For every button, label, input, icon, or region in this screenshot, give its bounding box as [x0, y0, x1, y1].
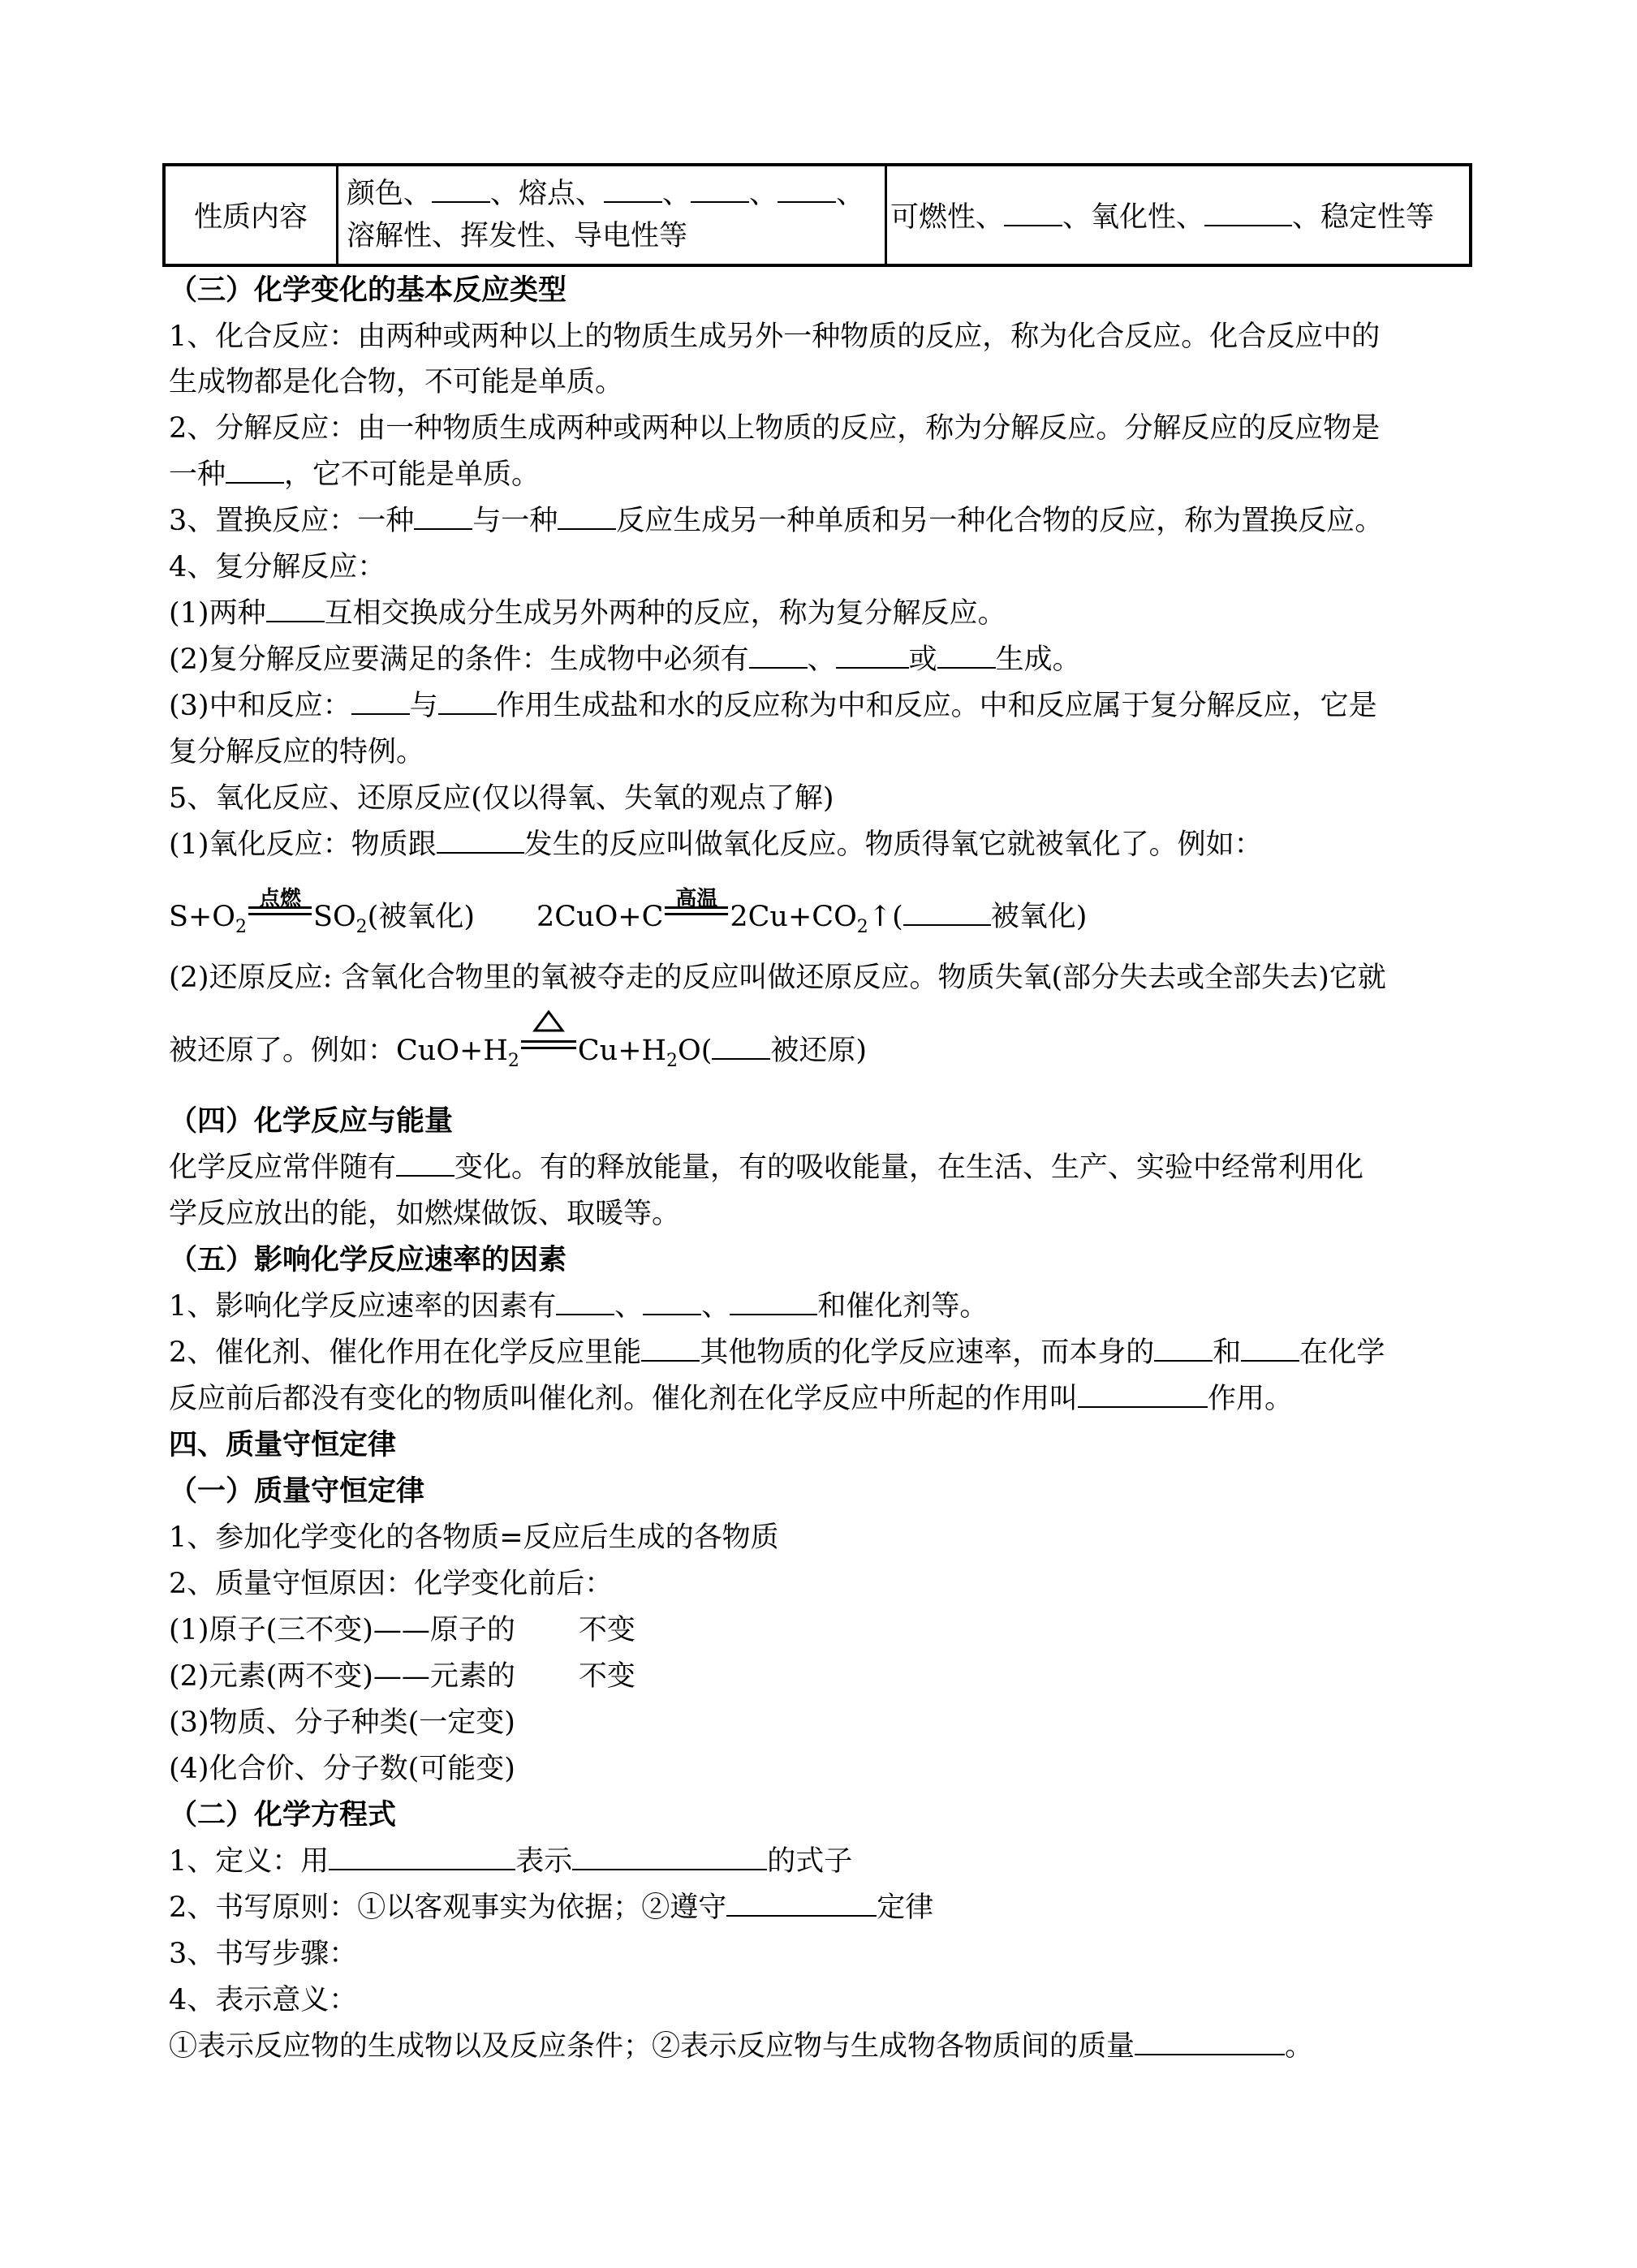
paragraph-line [169, 1332, 1385, 1373]
text-segment: 反应前后都没有变化的物质叫催化剂。催化剂在化学反应中所起的作用叫 [169, 1383, 1079, 1415]
equation-line [169, 887, 1088, 937]
condition-label: 高温 [675, 887, 718, 911]
paragraph-line [169, 824, 1263, 865]
text-segment: 1、影响化学反应速率的因素有 [169, 1290, 557, 1323]
fill-blank[interactable] [726, 1891, 877, 1917]
text-segment: ，它不可能是单质。 [284, 458, 541, 491]
paragraph-line [169, 1841, 852, 1882]
paragraph-line: 复分解反应的特例。 [169, 736, 425, 768]
reaction-condition-ignite [247, 887, 313, 926]
paragraph-line: 2、分解反应：由一种物质生成两种或两种以上物质的反应，称为分解反应。分解反应的反应物是 [169, 412, 1381, 445]
fill-blank[interactable] [691, 177, 749, 203]
text-segment: 发生的反应叫做氧化反应。物质得氧它就被氧化了。例如： [523, 828, 1263, 861]
fill-blank[interactable] [437, 828, 524, 854]
paragraph-line [169, 1286, 988, 1327]
paragraph-line: (4)化合价、分子数(可能变) [169, 1753, 515, 1785]
text-segment: (2)元素(两不变)——元素的 [169, 1660, 515, 1693]
subscript: 2 [235, 917, 247, 937]
fill-blank[interactable] [749, 643, 808, 669]
fill-blank[interactable] [351, 689, 410, 715]
text-segment: (1)两种 [169, 597, 266, 630]
equation-text: 2CuO+C [536, 901, 664, 933]
properties-table [162, 163, 1472, 267]
text-segment: 不变 [578, 1660, 635, 1693]
equation-text: ↑( [868, 901, 903, 933]
text-segment: 、氧化性、 [1062, 201, 1205, 234]
fill-blank[interactable] [226, 458, 284, 484]
fill-blank[interactable] [836, 643, 909, 669]
equals-line-icon [521, 1047, 576, 1049]
fill-blank[interactable] [572, 1844, 767, 1870]
text-segment: 3、置换反应：一种 [169, 505, 415, 537]
text-segment: 一种 [169, 458, 226, 491]
chapter-heading: 四、质量守恒定律 [169, 1428, 397, 1461]
fill-blank[interactable] [396, 1151, 454, 1177]
subscript: 2 [666, 1051, 678, 1071]
text-segment: 在化学 [1299, 1336, 1385, 1369]
fill-blank[interactable] [1241, 1336, 1299, 1362]
text-segment: 、 [807, 643, 836, 676]
text-segment: 与一种 [472, 505, 558, 537]
physical-line-2: 溶解性、挥发性、导电性等 [347, 220, 688, 252]
paragraph-line [169, 686, 1377, 726]
subscript: 2 [507, 1051, 519, 1071]
text-segment: 作用生成盐和水的反应称为中和反应。中和反应属于复分解反应，它是 [496, 690, 1377, 722]
text-segment: 被还原了。例如：CuO+H [169, 1035, 508, 1067]
paragraph-line [169, 1147, 1363, 1188]
text-segment: O( [678, 1035, 713, 1067]
paragraph-line [169, 1379, 1293, 1419]
paragraph-line [169, 1610, 635, 1650]
reaction-condition-high-temp [663, 887, 730, 926]
fill-blank[interactable] [1078, 1382, 1208, 1408]
fill-blank[interactable] [903, 900, 991, 926]
paragraph-line: 1、参加化学变化的各物质=反应后生成的各物质 [169, 1521, 779, 1554]
fill-blank[interactable] [604, 177, 662, 203]
text-segment: 、 [701, 1290, 730, 1323]
fill-blank[interactable] [641, 1336, 700, 1362]
paragraph-line: 3、书写步骤： [169, 1938, 358, 1970]
condition-label: 点燃 [258, 887, 301, 911]
fill-blank[interactable] [712, 1034, 770, 1060]
text-segment: (2)复分解反应要满足的条件：生成物中必须有 [169, 643, 749, 676]
paragraph-line [169, 501, 1383, 541]
text-segment: 、 [662, 178, 691, 210]
text-segment: 2、催化剂、催化作用在化学反应里能 [169, 1336, 642, 1369]
text-segment: 作用。 [1208, 1383, 1294, 1415]
paragraph-line: (3)物质、分子种类(一定变) [169, 1706, 515, 1739]
fill-blank[interactable] [432, 177, 490, 203]
paragraph-line: 5、氧化反应、还原反应(仅以得氧、失氧的观点了解) [169, 782, 834, 815]
text-segment: 的式子 [767, 1845, 853, 1878]
text-segment: ①表示反应物的生成物以及反应条件；②表示反应物与生成物各物质间的质量 [169, 2030, 1135, 2063]
equation-text: 被氧化) [990, 901, 1088, 933]
text-segment: 2、书写原则：①以客观事实为依据；②遵守 [169, 1891, 727, 1924]
text-segment: 或 [908, 643, 937, 676]
fill-blank[interactable] [1154, 1336, 1213, 1362]
section-heading-5: （五）影响化学反应速率的因素 [169, 1243, 567, 1276]
text-segment: 、 [749, 178, 778, 210]
equals-line-icon [521, 1040, 576, 1043]
section-heading-4: （四）化学反应与能量 [169, 1104, 454, 1138]
text-segment: (1)原子(三不变)——原子的 [169, 1614, 515, 1646]
heat-triangle-icon [532, 1009, 565, 1034]
fill-blank[interactable] [643, 1289, 701, 1315]
paragraph-line: (2)还原反应: 含氧化合物里的氧被夺走的反应叫做还原反应。物质失氧(部分失去或全部失去)它就 [169, 962, 1386, 994]
text-segment: 1、定义：用 [169, 1845, 330, 1878]
text-segment: 不变 [578, 1614, 635, 1646]
equals-line-icon [248, 913, 312, 915]
fill-blank[interactable] [937, 643, 996, 669]
chemical-properties-cell [887, 166, 1469, 264]
equation-line [169, 1031, 867, 1071]
paragraph-line: 学反应放出的能，如燃煤做饭、取暖等。 [169, 1198, 681, 1230]
fill-blank[interactable] [1135, 2029, 1285, 2055]
text-segment: 、 [836, 178, 865, 210]
paragraph-line [169, 2026, 1313, 2067]
text-segment: 颜色、 [347, 178, 433, 210]
paragraph-line [169, 1887, 933, 1928]
equation-text: S+O [169, 901, 235, 933]
equals-line-icon [248, 906, 312, 909]
text-segment: 与 [409, 690, 438, 722]
text-segment: 、稳定性等 [1292, 201, 1435, 234]
text-segment: 可燃性、 [890, 201, 1005, 234]
text-segment: 互相交换成分生成另外两种的反应，称为复分解反应。 [324, 597, 1006, 630]
equation-text: 2Cu+CO [730, 901, 857, 933]
fill-blank[interactable] [438, 689, 497, 715]
text-segment: 、熔点、 [490, 178, 605, 210]
paragraph-line: 生成物都是化合物，不可能是单质。 [169, 366, 624, 398]
text-segment: Cu+H [577, 1035, 667, 1067]
text-segment: (3)中和反应： [169, 690, 351, 722]
text-segment: 其他物质的化学反应速率，而本身的 [700, 1336, 1155, 1369]
text-segment: 生成。 [995, 643, 1081, 676]
physical-properties-cell [338, 166, 887, 264]
paragraph-line [169, 639, 1081, 680]
text-segment: 表示 [515, 1845, 573, 1878]
fill-blank[interactable] [730, 1289, 817, 1315]
chemical-line [890, 195, 1434, 235]
equals-line-icon [665, 913, 728, 915]
fill-blank[interactable] [414, 504, 472, 530]
text-segment: 定律 [877, 1891, 934, 1924]
text-segment: (1)氧化反应：物质跟 [169, 828, 437, 861]
fill-blank[interactable] [558, 504, 616, 530]
physical-line-1 [347, 173, 885, 215]
paragraph-line: 2、质量守恒原因：化学变化前后： [169, 1568, 614, 1600]
fill-blank[interactable] [266, 596, 325, 622]
paragraph-line: 4、复分解反应： [169, 551, 386, 583]
text-segment: 和催化剂等。 [817, 1290, 989, 1323]
text-segment: 变化。有的释放能量，有的吸收能量，在生活、生产、实验中经常利用化 [454, 1151, 1364, 1184]
equation-text: SO [313, 901, 356, 933]
paragraph-line: 1、化合反应：由两种或两种以上的物质生成另外一种物质的反应，称为化合反应。化合反应中的 [169, 321, 1381, 353]
subscript: 2 [856, 917, 868, 937]
fill-blank[interactable] [1004, 200, 1062, 226]
paragraph-line [169, 593, 1006, 634]
section-heading-2: （二）化学方程式 [169, 1798, 397, 1831]
text-segment: 被还原) [770, 1035, 868, 1067]
text-segment: 反应生成另一种单质和另一种化合物的反应，称为置换反应。 [616, 505, 1384, 537]
table-row-label [166, 166, 338, 264]
text-segment: 和 [1213, 1336, 1242, 1369]
equation-text: (被氧化) [367, 901, 475, 933]
text-segment: 、 [614, 1290, 644, 1323]
fill-blank[interactable] [556, 1289, 614, 1315]
fill-blank[interactable] [329, 1844, 515, 1870]
paragraph-line: 4、表示意义： [169, 1984, 358, 2016]
reaction-condition-heat [519, 1031, 578, 1060]
paragraph-line [169, 1656, 635, 1697]
equals-line-icon [665, 906, 728, 909]
section-heading-3: （三）化学变化的基本反应类型 [169, 273, 567, 307]
fill-blank[interactable] [1204, 200, 1292, 226]
paragraph-line [169, 454, 540, 495]
text-segment: 化学反应常伴随有 [169, 1151, 397, 1184]
row-label-text: 性质内容 [193, 201, 308, 234]
subscript: 2 [355, 917, 368, 937]
fill-blank[interactable] [778, 177, 836, 203]
section-heading-1: （一）质量守恒定律 [169, 1474, 425, 1508]
text-segment: 。 [1285, 2030, 1314, 2063]
